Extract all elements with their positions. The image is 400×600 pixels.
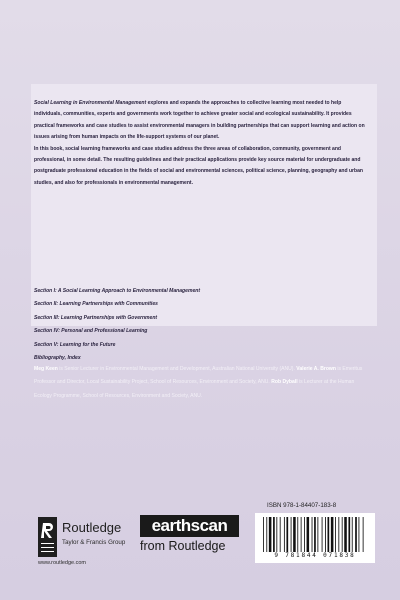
section-item: Bibliography, Index xyxy=(34,355,81,362)
publisher-url: www.routledge.com xyxy=(38,560,86,566)
earthscan-wordmark: earthscan xyxy=(151,516,228,535)
earthscan-from-routledge: from Routledge xyxy=(140,539,226,553)
barcode-bar xyxy=(359,517,360,552)
author-bio: is Lecturer at the Human Ecology Programme, School of Resources, Environment and Society, ANU. xyxy=(34,379,355,399)
description-paragraph-1-text: explores and expands the approaches to collective learning most needed to help individuals, communities, experts and governments work together to achieve greater social and ecological sustainability. It provides practical frameworks and case studies to assist environmental managers in building partnerships that can support learning and action on issues arising from human impacts on the life-support systems of our planet. xyxy=(34,100,365,141)
barcode-bar xyxy=(291,517,292,552)
section-item: Section IV: Personal and Professional Learning xyxy=(34,328,148,335)
description-paragraph-2: In this book, social learning frameworks and case studies address the three areas of collaboration, community, government and professional, in some detail. The resulting guidelines and their practical applications provide key source material for undergraduate and postgraduate professional education in the fields of social and environmental sciences, political science, planning, geography and urban studies, and also for professionals in environmental management. xyxy=(34,145,363,186)
barcode-bar xyxy=(338,517,339,552)
barcode-bar xyxy=(286,517,288,552)
barcode-bar xyxy=(263,517,264,552)
barcode-bar xyxy=(352,517,353,552)
barcode-bar xyxy=(293,517,296,552)
barcode-bar xyxy=(344,517,347,552)
barcode-bar xyxy=(325,517,326,552)
author-bios xyxy=(34,363,370,403)
routledge-logo-icon xyxy=(38,517,57,557)
barcode-bar xyxy=(307,517,310,552)
earthscan-logo xyxy=(140,515,239,537)
barcode-bar xyxy=(322,517,323,552)
barcode-bar xyxy=(328,517,330,552)
barcode-bar xyxy=(276,517,277,552)
barcode-bar xyxy=(304,517,305,552)
section-item: Section I: A Social Learning Approach to Environmental Management xyxy=(34,288,201,294)
barcode-bar xyxy=(312,517,313,552)
barcode-bar xyxy=(317,517,318,552)
publisher-group: Taylor & Francis Group xyxy=(62,539,126,546)
section-item: Section V: Learning for the Future xyxy=(34,341,116,348)
section-item: Section II: Learning Partnerships with Communities xyxy=(34,301,158,308)
barcode-bar xyxy=(266,517,267,552)
barcode-bars-icon xyxy=(263,517,367,552)
barcode-bar xyxy=(284,517,285,552)
book-description xyxy=(34,98,370,189)
isbn-number: ISBN 978-1-84407-183-8 xyxy=(267,502,337,509)
barcode-bar xyxy=(314,517,316,552)
barcode xyxy=(255,513,375,563)
author-bio: is Emeritus Professor and Director, Local Sustainability Project, School of Resources, Environment and Society, ANU. xyxy=(34,366,363,386)
table-of-contents xyxy=(34,285,370,365)
author-name: Rob Dyball xyxy=(271,379,298,386)
barcode-digits: 9 781844 071838 xyxy=(274,552,356,559)
author-bio: is Senior Lecturer in Environmental Management and Development, Australian National University (ANU). xyxy=(57,366,297,372)
barcode-bar xyxy=(280,517,281,552)
author-name: Valerie A. Brown xyxy=(296,366,336,372)
barcode-bar xyxy=(331,517,334,552)
barcode-bar xyxy=(273,517,275,552)
barcode-bar xyxy=(348,517,350,552)
barcode-bar xyxy=(297,517,298,552)
description-paragraph-1 xyxy=(34,98,370,144)
barcode-bar xyxy=(269,517,272,552)
book-title: Social Learning in Environmental Management xyxy=(34,100,147,106)
section-item: Section III: Learning Partnerships with Government xyxy=(34,314,158,321)
barcode-bar xyxy=(355,517,357,552)
publisher-name: Routledge xyxy=(62,520,122,535)
author-name: Meg Keen xyxy=(34,366,58,372)
barcode-bar xyxy=(301,517,302,552)
barcode-bar xyxy=(335,517,336,552)
barcode-bar xyxy=(342,517,343,552)
barcode-bar xyxy=(363,517,364,552)
